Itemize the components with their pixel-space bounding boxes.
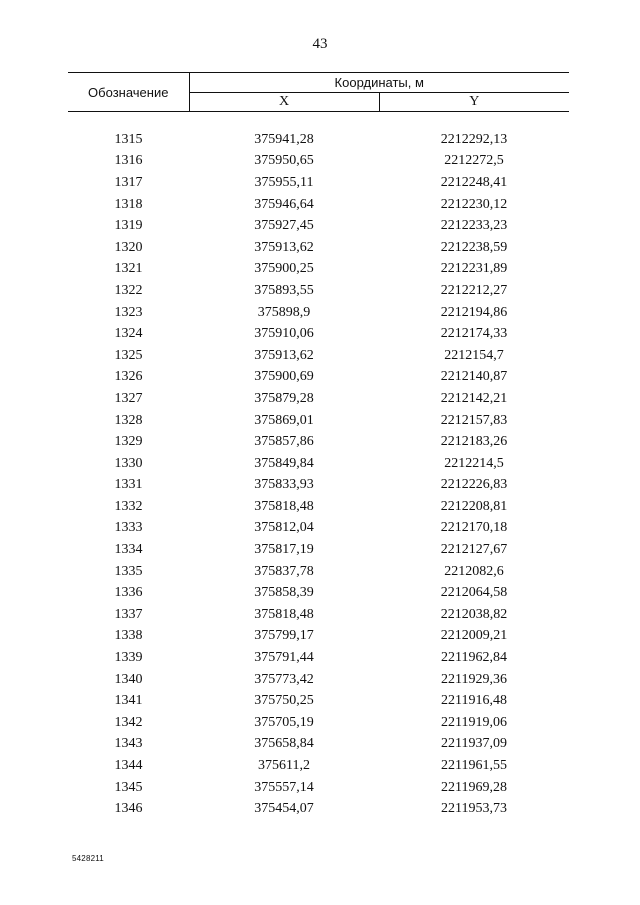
- point-id-cell: 1343: [114, 736, 143, 752]
- point-id-cell: 1331: [114, 477, 143, 493]
- table-row: [68, 172, 569, 194]
- table-body: [68, 112, 569, 821]
- table-row: [68, 410, 569, 432]
- table-row: [68, 259, 569, 281]
- table-row: [68, 734, 569, 756]
- point-id-cell: 1341: [114, 693, 143, 709]
- y-coordinate-cell: 2212208,81: [440, 498, 508, 514]
- x-coordinate-cell: 375611,2: [258, 758, 310, 774]
- header-x: X: [189, 93, 379, 112]
- header-y: Y: [379, 93, 569, 112]
- y-coordinate-cell: 2211961,55: [441, 758, 507, 774]
- table-row: [68, 626, 569, 648]
- x-coordinate-cell: 375773,42: [254, 671, 314, 687]
- point-id-cell: 1340: [114, 671, 143, 687]
- y-coordinate-cell: 2211929,36: [441, 671, 507, 687]
- table-row: [68, 475, 569, 497]
- y-coordinate-cell: 2212174,33: [440, 326, 508, 342]
- y-coordinate-cell: 2212140,87: [440, 369, 508, 385]
- point-id-cell: 1319: [114, 218, 143, 234]
- table-row: [68, 647, 569, 669]
- y-coordinate-cell: 2212238,59: [440, 239, 508, 255]
- y-coordinate-cell: 2212038,82: [440, 606, 508, 622]
- y-coordinate-cell: 2212127,67: [440, 542, 508, 558]
- x-coordinate-cell: 375857,86: [254, 434, 314, 450]
- point-id-cell: 1321: [114, 261, 143, 277]
- x-coordinate-cell: 375818,48: [254, 498, 314, 514]
- x-coordinate-cell: 375837,78: [254, 563, 314, 579]
- point-id-cell: 1315: [114, 131, 143, 147]
- point-id-cell: 1322: [114, 282, 143, 298]
- y-coordinate-cell: 2212082,6: [444, 563, 504, 579]
- x-coordinate-cell: 375946,64: [254, 196, 314, 212]
- footer-code: 5428211: [72, 854, 104, 863]
- page-number: 43: [312, 36, 328, 52]
- y-coordinate-cell: 2211919,06: [441, 714, 507, 730]
- x-coordinate-cell: 375818,48: [254, 606, 314, 622]
- y-coordinate-cell: 2211962,84: [441, 650, 507, 666]
- y-coordinate-cell: 2211969,28: [441, 779, 507, 795]
- point-id-cell: 1332: [114, 498, 143, 514]
- x-coordinate-cell: 375900,25: [254, 261, 314, 277]
- point-id-cell: 1328: [114, 412, 143, 428]
- x-coordinate-cell: 375454,07: [254, 801, 314, 817]
- x-coordinate-cell: 375557,14: [254, 779, 314, 795]
- x-coordinate-cell: 375898,9: [257, 304, 311, 320]
- x-coordinate-cell: 375879,28: [254, 390, 314, 406]
- x-coordinate-cell: 375941,28: [254, 131, 314, 147]
- table-row: [68, 151, 569, 173]
- point-id-cell: 1333: [114, 520, 143, 536]
- table-row: [68, 453, 569, 475]
- table-row: [68, 777, 569, 799]
- y-coordinate-cell: 2212226,83: [440, 477, 508, 493]
- table-row: [68, 367, 569, 389]
- table-row: [68, 129, 569, 151]
- x-coordinate-cell: 375658,84: [254, 736, 314, 752]
- point-id-cell: 1320: [114, 239, 143, 255]
- x-coordinate-cell: 375833,93: [254, 477, 314, 493]
- point-id-cell: 1337: [114, 606, 143, 622]
- table-row: [68, 604, 569, 626]
- point-id-cell: 1338: [114, 628, 143, 644]
- y-coordinate-cell: 2212170,18: [440, 520, 508, 536]
- point-id-cell: 1344: [114, 758, 143, 774]
- table-row: [68, 431, 569, 453]
- point-id-cell: 1323: [114, 304, 143, 320]
- y-coordinate-cell: 2212212,27: [440, 282, 508, 298]
- x-coordinate-cell: 375955,11: [254, 174, 314, 190]
- point-id-cell: 1346: [114, 801, 143, 817]
- x-coordinate-cell: 375910,06: [254, 326, 314, 342]
- header-spacer: [68, 112, 569, 130]
- y-coordinate-cell: 2212154,7: [444, 347, 504, 363]
- table-row: [68, 194, 569, 216]
- x-coordinate-cell: 375858,39: [254, 585, 314, 601]
- table-row: [68, 561, 569, 583]
- y-coordinate-cell: 2211937,09: [441, 736, 507, 752]
- header-coordinates: Координаты, м: [189, 73, 569, 93]
- table-row: [68, 798, 569, 820]
- table-row: [68, 280, 569, 302]
- table-row: [68, 755, 569, 777]
- point-id-cell: 1335: [114, 563, 143, 579]
- table-row: [68, 302, 569, 324]
- x-coordinate-cell: 375927,45: [254, 218, 314, 234]
- x-coordinate-cell: 375869,01: [254, 412, 314, 428]
- y-coordinate-cell: 2212009,21: [440, 628, 508, 644]
- y-coordinate-cell: 2212292,13: [440, 131, 508, 147]
- y-coordinate-cell: 2212142,21: [440, 390, 508, 406]
- x-coordinate-cell: 375817,19: [254, 542, 314, 558]
- header-designation: Обозначение: [68, 73, 189, 112]
- y-coordinate-cell: 2212230,12: [440, 196, 508, 212]
- point-id-cell: 1326: [114, 369, 143, 385]
- table-row: [68, 669, 569, 691]
- y-coordinate-cell: 2212233,23: [440, 218, 508, 234]
- x-coordinate-cell: 375900,69: [254, 369, 314, 385]
- point-id-cell: 1318: [114, 196, 143, 212]
- point-id-cell: 1329: [114, 434, 143, 450]
- table-row: [68, 323, 569, 345]
- y-coordinate-cell: 2212214,5: [444, 455, 504, 471]
- x-coordinate-cell: 375791,44: [254, 650, 314, 666]
- x-coordinate-cell: 375799,17: [254, 628, 314, 644]
- x-coordinate-cell: 375950,65: [254, 153, 314, 169]
- point-id-cell: 1317: [114, 174, 143, 190]
- point-id-cell: 1324: [114, 326, 143, 342]
- table-row: [68, 712, 569, 734]
- y-coordinate-cell: 2212272,5: [444, 153, 504, 169]
- point-id-cell: 1339: [114, 650, 143, 666]
- y-coordinate-cell: 2211916,48: [441, 693, 507, 709]
- x-coordinate-cell: 375750,25: [254, 693, 314, 709]
- x-coordinate-cell: 375913,62: [254, 239, 314, 255]
- y-coordinate-cell: 2212231,89: [440, 261, 508, 277]
- table-row: [68, 388, 569, 410]
- point-id-cell: 1316: [114, 153, 143, 169]
- point-id-cell: 1330: [114, 455, 143, 471]
- point-id-cell: 1334: [114, 542, 143, 558]
- coordinates-table: [68, 72, 569, 820]
- table-header: [68, 73, 569, 112]
- point-id-cell: 1327: [114, 390, 143, 406]
- table-row: [68, 345, 569, 367]
- y-coordinate-cell: 2212064,58: [440, 585, 508, 601]
- table-row: [68, 518, 569, 540]
- table-row: [68, 582, 569, 604]
- y-coordinate-cell: 2212194,86: [440, 304, 508, 320]
- y-coordinate-cell: 2212183,26: [440, 434, 508, 450]
- point-id-cell: 1345: [114, 779, 143, 795]
- table-row: [68, 496, 569, 518]
- y-coordinate-cell: 2212157,83: [440, 412, 508, 428]
- y-coordinate-cell: 2212248,41: [440, 174, 508, 190]
- table-row: [68, 237, 569, 259]
- x-coordinate-cell: 375849,84: [254, 455, 314, 471]
- table-row: [68, 539, 569, 561]
- point-id-cell: 1336: [114, 585, 143, 601]
- x-coordinate-cell: 375913,62: [254, 347, 314, 363]
- x-coordinate-cell: 375893,55: [254, 282, 314, 298]
- x-coordinate-cell: 375705,19: [254, 714, 314, 730]
- point-id-cell: 1342: [114, 714, 143, 730]
- table-row: [68, 690, 569, 712]
- point-id-cell: 1325: [114, 347, 143, 363]
- y-coordinate-cell: 2211953,73: [441, 801, 507, 817]
- table-row: [68, 215, 569, 237]
- x-coordinate-cell: 375812,04: [254, 520, 314, 536]
